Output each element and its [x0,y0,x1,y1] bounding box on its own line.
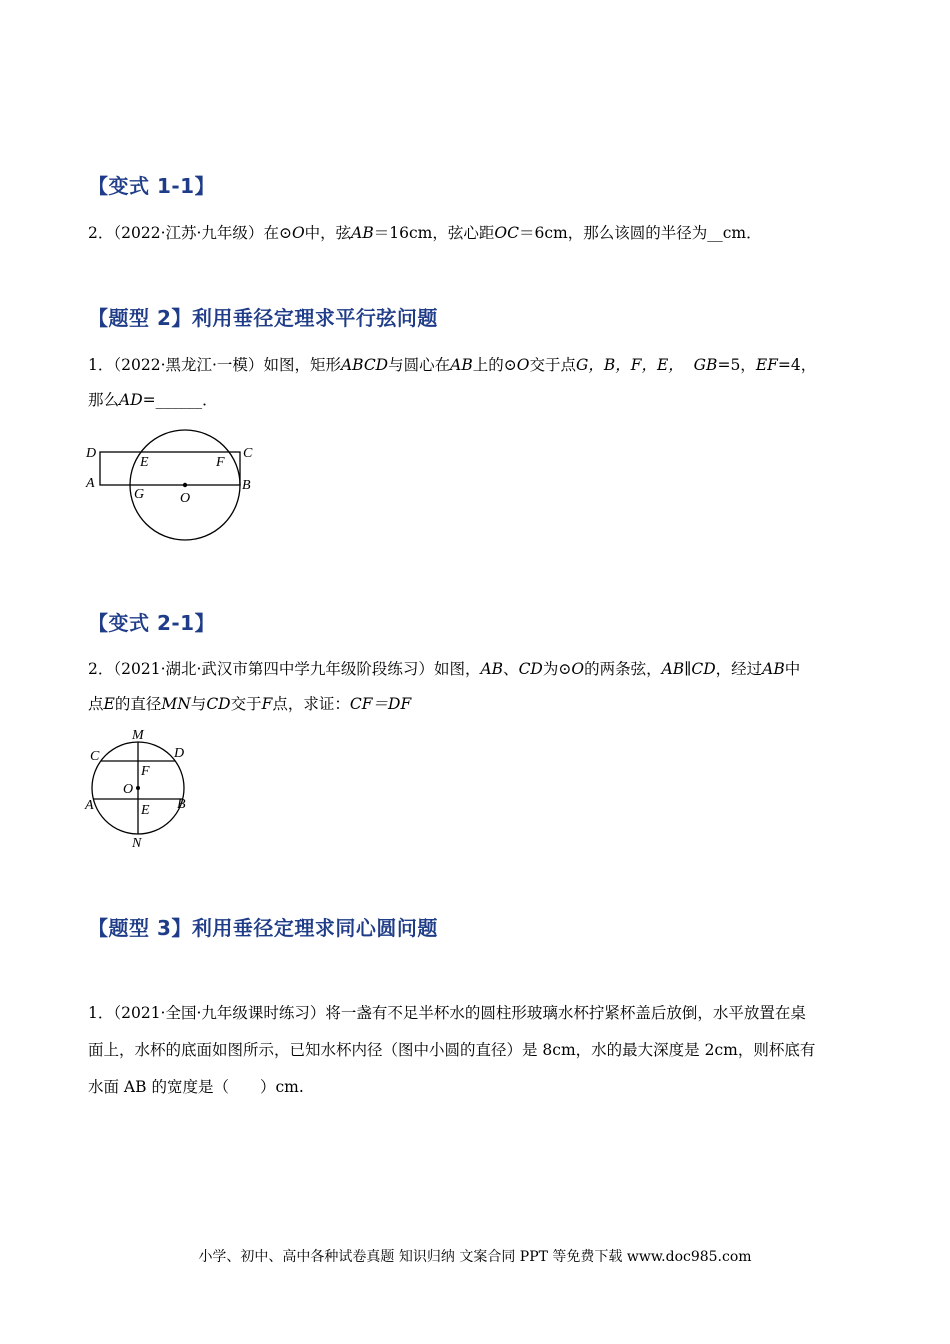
label-a: A [85,798,94,813]
label-e: E [140,455,149,470]
label-b: B [242,478,251,493]
figure-parallel-chords [80,722,200,852]
label-a: A [86,476,95,491]
label-n: N [132,836,142,851]
question-line-2: 面上，水杯的底面如图所示，已知水杯内径（图中小圆的直径）是 8cm，水的最大深度是 2cm，则杯底有 [88,1041,816,1059]
question-source: （2021·湖北·武汉市第四中学九年级阶段练习） [113,660,434,678]
question-v21 [88,652,800,722]
center-point [183,483,187,487]
section-heading-variant-2-1: 【变式 2-1】 [88,611,216,635]
question-number: 2． [88,224,114,242]
page-footer: 小学、初中、高中各种试卷真题 知识归纳 文案合同 PPT 等免费下载 www.doc985.com [198,1249,752,1265]
label-c: C [243,446,253,461]
label-c: C [90,749,100,764]
label-g: G [134,487,145,502]
question-source: （2022·江苏·九年级） [113,224,264,242]
question-t3 [88,995,815,1106]
label-b: B [177,797,186,812]
question-line-2: 那么AD=______． [88,391,218,409]
label-e: E [141,803,150,818]
section-heading-type-2: 【题型 2】利用垂径定理求平行弦问题 [88,306,438,330]
question-t2 [88,348,816,418]
label-f: F [216,455,225,470]
label-d: D [86,446,97,461]
section-heading-type-3: 【题型 3】利用垂径定理求同心圆问题 [88,916,438,940]
label-o: O [123,782,134,797]
question-line-3: 水面 AB 的宽度是（ ）cm. [88,1078,304,1096]
label-m: M [132,728,144,743]
center-point [136,786,140,790]
answer-blank: __ [707,224,723,242]
label-f: F [141,764,150,779]
question-line-2: 点E的直径MN与CD交于F点，求证：CF＝DF [88,695,412,713]
question-number: 1． [88,356,114,374]
label-d: D [174,746,185,761]
question-line-1: 1．（2022·黑龙江·一模）如图，矩形ABCD与圆心在AB上的⊙O交于点G，B，F，E， GB=5，EF=4， [88,356,817,374]
figure-rectangle-circle [80,425,270,545]
section-heading-variant-1-1: 【变式 1-1】 [88,174,216,198]
question-number: 2． [88,660,114,678]
question-source: （2022·黑龙江·一模） [113,356,264,374]
question-line-1: 1．（2021·全国·九年级课时练习）将一盏有不足半杯水的圆柱形玻璃水杯拧紧杯盖后放倒，水平放置在桌 [88,1004,806,1022]
label-o: O [180,491,191,506]
question-line-1: 2．（2021·湖北·武汉市第四中学九年级阶段练习）如图，AB、CD为⊙O的两条弦，AB∥CD，经过AB中 [88,660,801,678]
question-v11: 2．（2022·江苏·九年级）在⊙O中，弦AB＝16cm，弦心距OC＝6cm，那么该圆的半径为__cm． [88,224,762,242]
